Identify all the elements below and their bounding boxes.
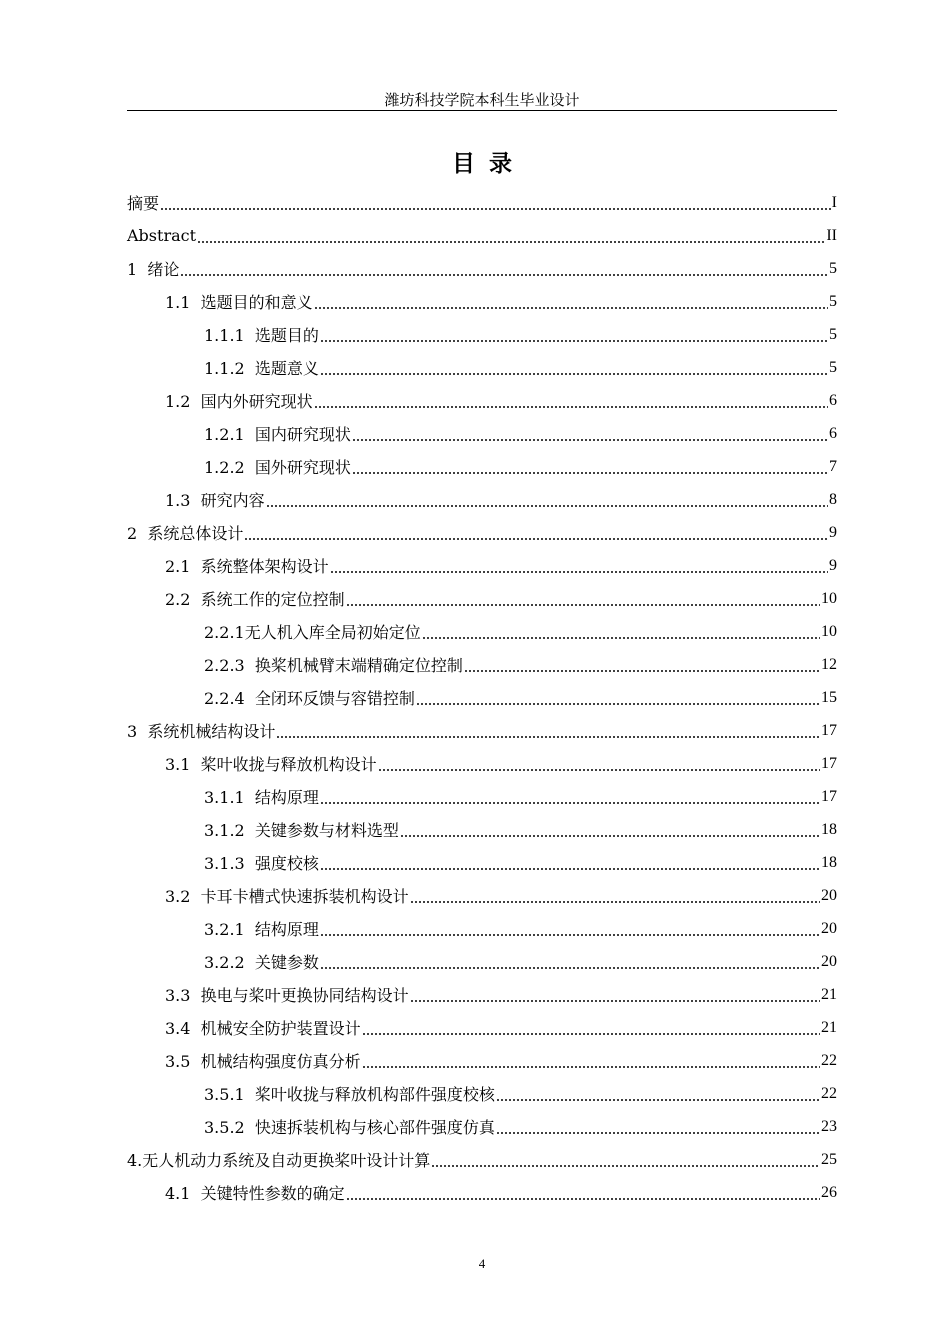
toc-entry[interactable]: [127, 483, 837, 516]
toc-entry-page: 5: [829, 259, 837, 277]
toc-entry[interactable]: [127, 615, 837, 648]
toc-entry-title: 3.2.2 关键参数: [204, 953, 319, 972]
dot-leader: [314, 294, 828, 310]
toc-entry[interactable]: [127, 318, 837, 351]
dot-leader: [362, 1020, 820, 1036]
toc-entry[interactable]: [127, 351, 837, 384]
toc-entry[interactable]: [127, 846, 837, 879]
toc-entry-page: 21: [821, 1018, 837, 1036]
dot-leader: [346, 591, 820, 607]
page-number: 4: [478, 1256, 486, 1271]
dot-leader: [431, 1152, 820, 1168]
dot-leader: [320, 954, 820, 970]
dot-leader: [330, 558, 828, 574]
toc-entry[interactable]: [127, 648, 837, 681]
toc-entry[interactable]: [127, 879, 837, 912]
dot-leader: [352, 426, 828, 442]
dot-leader: [320, 855, 820, 871]
toc-entry[interactable]: [127, 912, 837, 945]
toc-entry[interactable]: [127, 978, 837, 1011]
toc-entry[interactable]: [127, 186, 837, 219]
dot-leader: [160, 195, 831, 211]
toc-entry-page: 10: [821, 589, 837, 607]
toc-entry-title: 1.1.1 选题目的: [204, 326, 319, 345]
toc-entry-title: 3.1.2 关键参数与材料选型: [204, 821, 399, 840]
toc-entry-title: 4.1 关键特性参数的确定: [165, 1184, 345, 1203]
toc-entry-page: I: [831, 193, 837, 211]
dot-leader: [496, 1119, 820, 1135]
dot-leader: [378, 756, 820, 772]
dot-leader: [496, 1086, 820, 1102]
toc-entry-title: 3.1.1 结构原理: [204, 788, 319, 807]
toc-entry-page: 20: [821, 952, 837, 970]
toc-entry[interactable]: [127, 252, 837, 285]
toc-entry-page: 15: [821, 688, 837, 706]
dot-leader: [320, 327, 828, 343]
toc-entry-title: 4.无人机动力系统及自动更换桨叶设计计算: [127, 1151, 431, 1170]
toc-entry[interactable]: [127, 714, 837, 747]
toc-entry-page: 22: [821, 1084, 837, 1102]
dot-leader: [346, 1185, 820, 1201]
toc-entry-page: 5: [829, 325, 837, 343]
toc-entry[interactable]: [127, 285, 837, 318]
dot-leader: [464, 657, 820, 673]
toc-entry-title: 2.2 系统工作的定位控制: [165, 590, 345, 609]
toc-entry-page: 21: [821, 985, 837, 1003]
page-header: 潍坊科技学院本科生毕业设计: [384, 91, 580, 109]
toc-entry[interactable]: [127, 384, 837, 417]
toc-entry[interactable]: [127, 1011, 837, 1044]
toc-entry-page: 23: [821, 1117, 837, 1135]
toc-entry-page: 20: [821, 886, 837, 904]
toc-entry[interactable]: [127, 747, 837, 780]
dot-leader: [416, 690, 820, 706]
toc-entry-title: 3.3 换电与桨叶更换协同结构设计: [165, 986, 409, 1005]
toc-entry[interactable]: [127, 813, 837, 846]
dot-leader: [410, 987, 820, 1003]
dot-leader: [320, 921, 820, 937]
toc-entry-title: 摘要: [127, 194, 160, 213]
toc-entry[interactable]: [127, 1176, 837, 1209]
toc-entry-title: 1.2 国内外研究现状: [165, 392, 313, 411]
toc-entry-title: 3 系统机械结构设计: [127, 722, 276, 741]
toc-entry-title: 2.1 系统整体架构设计: [165, 557, 329, 576]
toc-entry[interactable]: [127, 780, 837, 813]
table-of-contents: [127, 186, 837, 1209]
header-rule: [127, 110, 837, 111]
toc-entry[interactable]: [127, 549, 837, 582]
toc-entry[interactable]: [127, 219, 837, 252]
toc-entry[interactable]: [127, 681, 837, 714]
toc-entry-page: 12: [821, 655, 837, 673]
toc-entry-page: 6: [829, 424, 837, 442]
toc-entry[interactable]: [127, 945, 837, 978]
toc-entry-title: Abstract: [127, 226, 197, 245]
toc-entry-page: 10: [821, 622, 837, 640]
toc-entry-page: 22: [821, 1051, 837, 1069]
toc-entry-title: 3.4 机械安全防护装置设计: [165, 1019, 361, 1038]
toc-entry-title: 3.5 机械结构强度仿真分析: [165, 1052, 361, 1071]
toc-entry[interactable]: [127, 1077, 837, 1110]
toc-entry-page: 25: [821, 1150, 837, 1168]
toc-entry-page: 20: [821, 919, 837, 937]
toc-entry[interactable]: [127, 1110, 837, 1143]
toc-entry-title: 2 系统总体设计: [127, 524, 244, 543]
toc-entry[interactable]: [127, 516, 837, 549]
toc-entry-title: 3.2.1 结构原理: [204, 920, 319, 939]
toc-entry-page: 9: [829, 523, 837, 541]
dot-leader: [422, 624, 820, 640]
toc-entry-title: 3.5.2 快速拆装机构与核心部件强度仿真: [204, 1118, 495, 1137]
toc-entry-page: 26: [821, 1183, 837, 1201]
dot-leader: [197, 228, 825, 244]
toc-entry-page: II: [826, 226, 837, 244]
toc-entry[interactable]: [127, 582, 837, 615]
toc-entry-title: 1.3 研究内容: [165, 491, 265, 510]
toc-entry-title: 1.2.1 国内研究现状: [204, 425, 351, 444]
toc-entry-page: 8: [829, 490, 837, 508]
toc-entry-page: 9: [829, 556, 837, 574]
dot-leader: [362, 1053, 820, 1069]
toc-entry-title: 1.2.2 国外研究现状: [204, 458, 351, 477]
toc-entry[interactable]: [127, 1044, 837, 1077]
dot-leader: [352, 459, 828, 475]
toc-entry-title: 3.2 卡耳卡槽式快速拆装机构设计: [165, 887, 409, 906]
toc-entry-page: 17: [821, 787, 837, 805]
toc-entry-title: 1.1 选题目的和意义: [165, 293, 313, 312]
toc-entry[interactable]: [127, 1143, 837, 1176]
toc-entry-page: 7: [829, 457, 837, 475]
toc-entry-title: 3.1.3 强度校核: [204, 854, 319, 873]
toc-entry[interactable]: [127, 417, 837, 450]
toc-entry-page: 5: [829, 358, 837, 376]
toc-entry-page: 17: [821, 721, 837, 739]
dot-leader: [276, 723, 820, 739]
toc-entry-title: 3.1 桨叶收拢与释放机构设计: [165, 755, 377, 774]
dot-leader: [320, 360, 828, 376]
toc-entry-title: 2.2.3 换桨机械臂末端精确定位控制: [204, 656, 463, 675]
toc-entry-page: 5: [829, 292, 837, 310]
toc-entry-title: 1 绪论: [127, 260, 180, 279]
toc-entry[interactable]: [127, 450, 837, 483]
toc-entry-page: 18: [821, 820, 837, 838]
dot-leader: [314, 393, 828, 409]
toc-entry-title: 3.5.1 桨叶收拢与释放机构部件强度校核: [204, 1085, 495, 1104]
dot-leader: [400, 822, 820, 838]
dot-leader: [266, 492, 828, 508]
toc-title: 目录: [452, 151, 526, 177]
dot-leader: [180, 261, 828, 277]
dot-leader: [244, 525, 828, 541]
toc-entry-title: 1.1.2 选题意义: [204, 359, 319, 378]
toc-entry-title: 2.2.4 全闭环反馈与容错控制: [204, 689, 415, 708]
toc-entry-page: 18: [821, 853, 837, 871]
toc-entry-page: 17: [821, 754, 837, 772]
dot-leader: [320, 789, 820, 805]
dot-leader: [410, 888, 820, 904]
toc-entry-page: 6: [829, 391, 837, 409]
toc-entry-title: 2.2.1无人机入库全局初始定位: [204, 623, 421, 642]
